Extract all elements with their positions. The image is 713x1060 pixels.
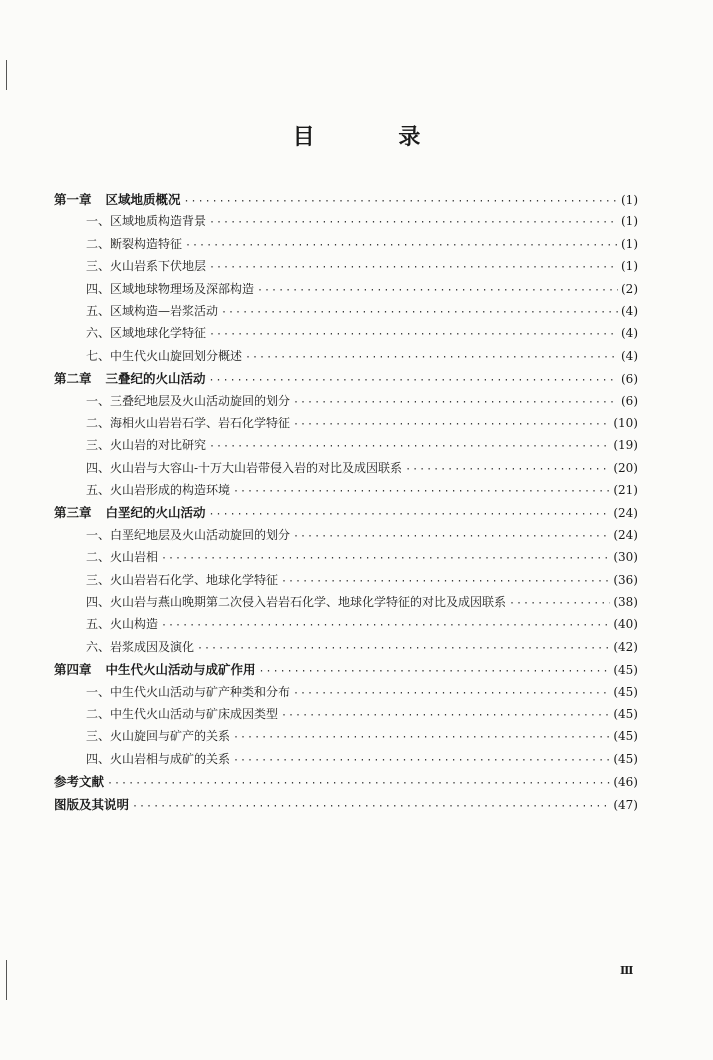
toc-entry-text: 三、火山旋回与矿产的关系 (86, 729, 231, 744)
toc-section-entry (54, 347, 638, 369)
toc-section-entry (54, 705, 638, 727)
page-number: (2) (621, 281, 638, 296)
toc-entry-label (86, 347, 242, 364)
dot-leader (209, 509, 611, 520)
toc-section-entry (54, 436, 638, 458)
table-of-contents (54, 190, 638, 817)
toc-section-entry (54, 212, 638, 234)
dot-leader (293, 397, 618, 408)
toc-entry-label (86, 727, 230, 744)
toc-entry-label (86, 212, 206, 229)
scan-edge-mark (6, 60, 7, 90)
toc-section-entry (54, 615, 638, 637)
dot-leader (197, 643, 610, 654)
dot-leader (259, 666, 611, 677)
toc-entry-label (86, 257, 206, 274)
dot-leader (161, 620, 610, 631)
dot-leader (233, 732, 610, 743)
toc-entry-label (86, 683, 290, 700)
dot-leader (233, 755, 610, 766)
toc-chapter-entry (54, 190, 638, 212)
toc-section-entry (54, 571, 638, 593)
toc-entry-label (54, 660, 256, 678)
page-number: (24) (613, 527, 638, 542)
dot-leader (293, 688, 610, 699)
toc-entry-text: 二、海相火山岩岩石学、岩石化学特征 (86, 415, 291, 430)
dot-leader (233, 486, 610, 497)
dot-leader (405, 464, 610, 475)
toc-entry-label (86, 638, 194, 655)
toc-entry-text: 六、岩浆成因及演化 (86, 639, 195, 654)
page-number: (1) (621, 193, 638, 207)
toc-section-entry (54, 414, 638, 436)
toc-chapter-entry (54, 772, 638, 794)
toc-entry-text: 四、火山岩相与成矿的关系 (86, 751, 231, 766)
page-number: (40) (613, 617, 638, 632)
toc-entry-label (54, 190, 181, 208)
toc-chapter-entry (54, 795, 638, 817)
toc-entry-text: 一、中生代火山活动与矿产种类和分布 (86, 684, 291, 699)
toc-entry-text: 中生代火山活动与成矿作用 (105, 662, 256, 678)
page-number: (45) (613, 729, 638, 744)
toc-section-entry (54, 392, 638, 414)
toc-entry-text: 四、火山岩与燕山晚期第二次侵入岩岩石化学、地球化学特征的对比及成因联系 (86, 595, 507, 610)
dot-leader (209, 217, 618, 228)
toc-entry-label (86, 481, 230, 498)
page-number: (24) (613, 506, 638, 521)
toc-entry-text: 三、火山岩岩石化学、地球化学特征 (86, 572, 279, 587)
toc-entry-label (86, 593, 506, 610)
dot-leader (245, 352, 618, 363)
toc-entry-text: 一、白垩纪地层及火山活动旋回的划分 (86, 527, 291, 542)
toc-section-entry (54, 235, 638, 257)
toc-section-entry (54, 683, 638, 705)
page-number: (45) (613, 663, 638, 678)
toc-entry-label (86, 615, 158, 632)
dot-leader (184, 196, 618, 207)
page-number: (1) (621, 259, 638, 274)
dot-leader (281, 576, 610, 587)
toc-entry-text: 四、火山岩与大容山-十万大山岩带侵入岩的对比及成因联系 (86, 460, 403, 475)
toc-section-entry (54, 481, 638, 503)
toc-entry-label (86, 705, 278, 722)
page-number: (21) (613, 483, 638, 498)
toc-entry-label (86, 414, 290, 431)
toc-entry-label (86, 526, 290, 543)
dot-leader (257, 285, 618, 296)
toc-entry-text: 五、区域构造—岩浆活动 (86, 303, 219, 318)
page-number: (19) (613, 438, 638, 453)
page-number: (6) (621, 372, 638, 387)
dot-leader (132, 801, 610, 812)
toc-section-entry (54, 727, 638, 749)
toc-entry-text: 二、火山岩相 (86, 550, 159, 565)
dot-leader (209, 441, 610, 452)
toc-section-entry (54, 638, 638, 660)
dot-leader (221, 307, 618, 318)
page-number: (45) (613, 706, 638, 721)
toc-section-entry (54, 257, 638, 279)
page-number: (1) (621, 214, 638, 229)
toc-entry-text: 参考文献 (54, 774, 105, 790)
toc-section-entry (54, 324, 638, 346)
toc-entry-label (86, 459, 402, 476)
toc-entry-text: 五、火山构造 (86, 617, 159, 632)
page-title: 目 录 (292, 125, 459, 150)
toc-entry-text: 三叠纪的火山活动 (105, 371, 206, 387)
toc-entry-label (54, 503, 206, 521)
toc-entry-text: 一、区域地质构造背景 (86, 214, 207, 229)
toc-entry-text: 二、断裂构造特征 (86, 236, 183, 251)
chapter-number: 第四章 (54, 662, 92, 678)
toc-entry-label (86, 750, 230, 767)
page-number: (20) (613, 460, 638, 475)
toc-entry-label (86, 436, 206, 453)
scan-edge-mark (6, 960, 7, 1000)
toc-entry-label (54, 369, 206, 387)
page-folio: Ⅲ (620, 964, 634, 977)
toc-section-entry (54, 593, 638, 615)
page-number: (45) (613, 684, 638, 699)
dot-leader (209, 262, 618, 273)
toc-entry-text: 二、中生代火山活动与矿床成因类型 (86, 706, 279, 721)
page-number: (4) (621, 303, 638, 318)
page-number: (36) (613, 572, 638, 587)
toc-section-entry (54, 459, 638, 481)
toc-chapter-entry (54, 369, 638, 391)
chapter-number: 第二章 (54, 371, 92, 387)
toc-entry-label (86, 302, 218, 319)
toc-section-entry (54, 280, 638, 302)
toc-entry-text: 三、火山岩系下伏地层 (86, 259, 207, 274)
toc-entry-text: 四、区域地球物理场及深部构造 (86, 281, 255, 296)
toc-entry-label (54, 795, 129, 813)
page-number: (30) (613, 550, 638, 565)
toc-entry-label (54, 772, 104, 790)
toc-chapter-entry (54, 660, 638, 682)
toc-entry-label (86, 392, 290, 409)
toc-entry-label (86, 324, 206, 341)
page-number: (47) (613, 797, 638, 812)
toc-section-entry (54, 302, 638, 324)
page-number: (46) (613, 775, 638, 790)
dot-leader (185, 240, 618, 251)
toc-section-entry (54, 526, 638, 548)
page-number: (6) (621, 393, 638, 408)
toc-entry-text: 图版及其说明 (54, 796, 130, 812)
page-number: (4) (621, 348, 638, 363)
dot-leader (293, 531, 610, 542)
dot-leader (107, 778, 610, 789)
page-number: (10) (613, 415, 638, 430)
toc-entry-text: 七、中生代火山旋回划分概述 (86, 348, 243, 363)
dot-leader (509, 598, 610, 609)
page-number: (42) (613, 639, 638, 654)
chapter-number: 第一章 (54, 192, 92, 207)
page-number: (38) (613, 595, 638, 610)
toc-entry-text: 白垩纪的火山活动 (105, 505, 206, 521)
dot-leader (161, 553, 610, 564)
toc-entry-text: 区域地质概况 (105, 192, 181, 207)
toc-entry-text: 六、区域地球化学特征 (86, 326, 207, 341)
toc-entry-label (86, 235, 182, 252)
toc-chapter-entry (54, 503, 638, 525)
toc-entry-text: 五、火山岩形成的构造环境 (86, 483, 231, 498)
page-number: (1) (621, 236, 638, 251)
toc-section-entry (54, 548, 638, 570)
page-number: (45) (613, 751, 638, 766)
toc-entry-label (86, 548, 158, 565)
chapter-number: 第三章 (54, 505, 92, 521)
toc-entry-label (86, 571, 278, 588)
toc-section-entry (54, 750, 638, 772)
dot-leader (281, 710, 610, 721)
dot-leader (209, 329, 618, 340)
toc-entry-text: 三、火山岩的对比研究 (86, 438, 207, 453)
page-number: (4) (621, 326, 638, 341)
toc-entry-text: 一、三叠纪地层及火山活动旋回的划分 (86, 393, 291, 408)
dot-leader (209, 375, 618, 386)
dot-leader (293, 419, 610, 430)
toc-entry-label (86, 280, 254, 297)
